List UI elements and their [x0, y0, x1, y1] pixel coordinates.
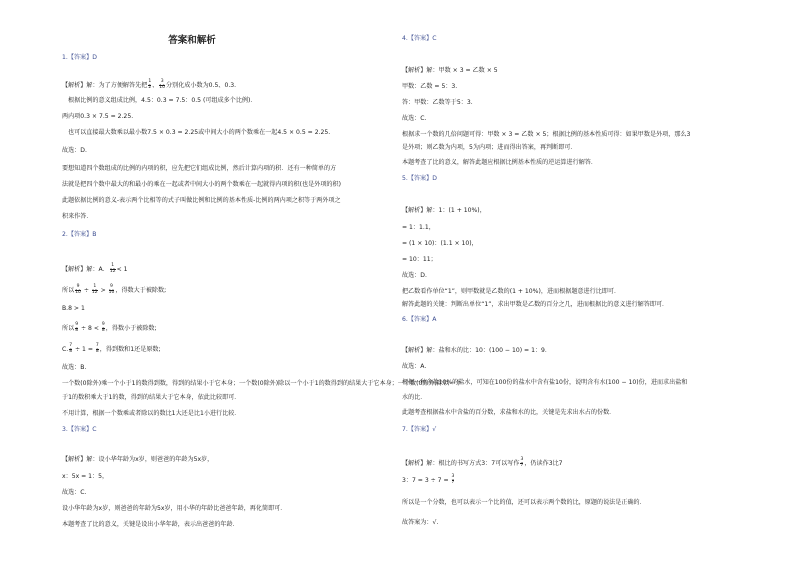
- fraction: $\frac{7}{8}$: [69, 343, 73, 354]
- q2-line: 于1的数积乘大于1的数，得到的结果大于它本身，依此比较即可．: [62, 394, 241, 401]
- q1-text: 【解析】解：为了方便解答先把: [62, 82, 148, 89]
- q7-line: 故答案为：√.: [402, 519, 439, 526]
- fraction: $\frac{1}{2}$: [148, 79, 152, 90]
- q5-line: 解答此题的关键：判断出单位“1”，求出甲数是乙数的百分之几，进而根据比的意义进行解答即可．: [402, 301, 669, 308]
- q4-line: 是外项；则乙数为内项，5为内项；进而得出答案，再判断即可．: [402, 144, 577, 151]
- q3-line: x：5x = 1：5，: [62, 473, 109, 480]
- q7-answer: 7.【答案】√: [402, 426, 437, 433]
- q6-line: 故选：A.: [402, 363, 427, 370]
- q2-line: 故选：B.: [62, 364, 87, 371]
- q1-line: 此题依据比例的意义-表示两个比相等的式子叫做比例和比例的基本性质-比例的两内项之积等于两外项之: [62, 197, 341, 204]
- q4-line: 本题考查了比的意义，解答此题应根据比例基本性质的逆运算进行解答．: [402, 159, 597, 166]
- q2-answer: 2.【答案】B: [62, 231, 97, 238]
- q1-line: 两内项0.3 × 7.5 = 2.25.: [62, 113, 134, 120]
- q1-line: 法就是把四个数中最大的和最小的乘在一起或者中间大小的两个数乘在一起就得内项的积(也是外项的积): [62, 181, 341, 188]
- q3-line: 【解析】解：设小华年龄为x岁，则爸爸的年龄为5x岁，: [62, 456, 214, 463]
- fraction: $\frac{1}{12}$: [109, 263, 116, 274]
- q1-line: 故选：D.: [62, 147, 87, 154]
- q4-line: 故选：C.: [402, 115, 427, 122]
- q5-line: 把乙数看作单位“1”，则甲数就是乙数的(1 + 10%)，进而根据题意进行比即可．: [402, 288, 621, 295]
- q7-line: 3：7 = 3 ÷ 7 = $\frac{3}{7}$: [402, 474, 455, 485]
- q2-analysis-line: 【解析】解：A． $\frac{1}{12}$ < 1: [62, 263, 128, 274]
- q5-line: 故选：D.: [402, 272, 427, 279]
- q5-line: = 1：1.1，: [402, 224, 435, 231]
- q7-line: 所以是一个分数，也可以表示一个比的值，还可以表示两个数的比，原题的说法是正确的．: [402, 499, 646, 506]
- q1-line: 也可以直接最大数乘以最小数7.5 × 0.3 = 2.25或中间大小的两个数乘在一起4.5 × 0.5 = 2.25.: [68, 129, 331, 136]
- q1-text: 分别化成小数为0.5、0.3.: [166, 82, 237, 89]
- q4-line: 根据求一个数的几倍问题可得：甲数 × 3 = 乙数 × 5；根据比例的基本性质可得：如果甲数是外项，那么3: [402, 131, 691, 138]
- fraction: $\frac{7}{8}$: [95, 343, 99, 354]
- q3-line: 故选：C.: [62, 489, 87, 496]
- page-title: 答案和解析: [168, 35, 216, 46]
- q6-line: 水的比．: [402, 394, 427, 401]
- q6-line: 根据一种含盐10%的盐水，可知在100份的盐水中含有盐10份，说明含有水(100 − 10)份，进而求出盐和: [402, 379, 688, 386]
- q4-line: 答：甲数：乙数等于5：3.: [402, 99, 473, 106]
- fraction: $\frac{1}{12}$: [91, 284, 98, 295]
- q5-line: = (1 × 10)：(1.1 × 10)，: [402, 240, 478, 247]
- q5-line: 【解析】解：1：(1 + 10%)，: [402, 207, 486, 214]
- q3-line: 本题考查了比的意义，关键是设出小华年龄，表示出爸爸的年龄．: [62, 521, 239, 528]
- q4-answer: 4.【答案】C: [402, 35, 437, 42]
- q1-answer: 1.【答案】D: [62, 54, 97, 61]
- q4-line: 甲数：乙数 = 5：3.: [402, 83, 458, 90]
- q4-line: 【解析】解：甲数 × 3 = 乙数 × 5: [402, 67, 498, 74]
- q2-line: B.8 > 1: [62, 305, 85, 312]
- fraction: $\frac{9}{8}$: [101, 322, 105, 333]
- fraction: $\frac{9}{10}$: [108, 284, 115, 295]
- q5-answer: 5.【答案】D: [402, 175, 437, 182]
- fraction: $\frac{3}{7}$: [520, 457, 524, 468]
- fraction: $\frac{3}{10}$: [159, 79, 166, 90]
- q6-line: 【解析】解：盐和水的比：10：(100 − 10) = 1：9．: [402, 347, 552, 354]
- fraction: $\frac{9}{8}$: [75, 322, 79, 333]
- q6-line: 此题考查根据盐水中含盐的百分数，求盐和水的比，关键是先求出水占的份数．: [402, 409, 616, 416]
- q2-line: C. $\frac{7}{8}$ ÷ 1 = $\frac{7}{8}$ ，得到数和1还是原数;: [62, 343, 161, 354]
- q2-line: 所以 $\frac{9}{10}$ ÷ $\frac{1}{12}$ > $\frac{9}{10}$ ，得数大于被除数;: [62, 284, 167, 295]
- fraction: $\frac{9}{10}$: [75, 284, 81, 295]
- q7-line: 【解析】解：根比的书写方式3：7可以写作 $\frac{3}{7}$ ，仍读作3比7: [402, 457, 563, 468]
- q2-line: 所以 $\frac{9}{8}$ ÷ 8 < $\frac{9}{8}$ ，得数小于被除数;: [62, 322, 157, 333]
- q3-line: 设小华年龄为x岁，则爸爸的年龄为5x岁，用小华的年龄比爸爸年龄，再化简即可．: [62, 505, 287, 512]
- q1-line: 积来作答．: [62, 213, 93, 220]
- q3-answer: 3.【答案】C: [62, 426, 97, 433]
- q2-line: 一个数(0除外)乘一个小于1的数得到数，得到的结果小于它本身；一个数(0除外)除以一个小于1的数得到的结果大于它本身；一个数(0除外)除以一个: [62, 380, 462, 387]
- q1-line: 要想知道四个数组成的比例的内项的积，应先把它们组成比例，然后计算内项的积．还有一种简单的方: [62, 165, 337, 172]
- q2-line: 不用计算，根据一个数乘或者除以的数比1大还是比1小进行比较．: [62, 410, 241, 417]
- q5-line: = 10：11；: [402, 256, 437, 263]
- q1-analysis-line: 【解析】解：为了方便解答先把 $\frac{1}{2}$ 、 $\frac{3}{10}$ 分别化成小数为0.5、0.3.: [62, 79, 237, 90]
- q1-line: 根据比例的意义组成比例，4.5：0.3 = 7.5：0.5 (可组成多个比例)．: [68, 97, 257, 104]
- q6-answer: 6.【答案】A: [402, 316, 437, 323]
- fraction: $\frac{3}{7}$: [451, 474, 455, 485]
